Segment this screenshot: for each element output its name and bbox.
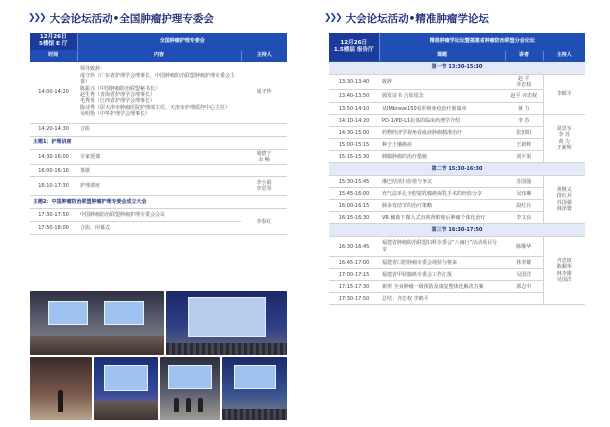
agenda-row [30,123,287,136]
photo-presentation [94,357,158,420]
agenda-speaker: 黄 力 [505,103,543,115]
agenda-content: 领导致辞： 成守珍（广东省护理学会理事长，中国肿瘤防治联盟肿瘤护理专委会主委） 陈振兴（中国肿瘤防治联盟秘书长） 赵生秀（青海省护理学会理事长） 毛秀英（江西省护理学会理事长） 陈诗秀（原天津市肿瘤医院护理部主任，天津市护理质控中心主任） 吴明艳（中华护理学会理事长） [77,61,241,123]
agenda-speaker: 赵平 齐忠权 [505,90,543,103]
agenda-time: 14:30-15:00 [329,127,379,139]
agenda-time: 13:40-13:50 [329,90,379,103]
agenda-time: 16:10-17:30 [30,177,77,196]
agenda-topic: 胰腺肿瘤的治疗措施 [379,151,505,163]
agenda-row [30,165,287,177]
speaker-figure [58,390,63,412]
agenda-speaker: 李 苏 [505,115,543,127]
photo-audience [222,357,287,420]
agenda-time: 14:20-14:30 [30,123,77,136]
right-date [329,33,379,61]
agenda-time: 16:00-16:10 [30,165,77,177]
photo-collage [30,291,287,420]
agenda-topic: VR 辅助下微入式直视肾脏癌后肿瘤个体化治疗 [379,212,505,224]
agenda-host: 李春红 [241,209,287,235]
agenda-time: 15:30-15:45 [329,176,379,188]
left-col-host: 主持人 [241,50,287,61]
agenda-subheading: 主题2：中国肿瘤防治联盟肿瘤护理专委会成立大会 [30,196,287,209]
left-date-line2: 5楼馆 E 厅 [39,41,68,48]
agenda-time: 17:30-17:50 [329,293,379,305]
audience-crowd [166,343,287,355]
left-date-line1: 12月26日 [39,34,67,41]
session-band-label: 第二节 15:30-16:30 [329,163,585,176]
stage-floor [94,401,158,420]
session-band [329,163,585,176]
agenda-time: 17:15-17:30 [329,281,379,293]
chevrons-icon: ❯❯❯ [28,13,45,23]
panelist-figure [198,398,203,412]
session-band [329,224,585,237]
agenda-time: 17:50-18:00 [30,222,77,235]
agenda-time: 13:30-13:40 [329,74,379,90]
agenda-topic: 福建省肿瘤防治联盟妇科专委会“八闽行”活动项目分享 [379,237,505,257]
agenda-host: 齐忠权 陈顺华 林李雄 吴国洋 [543,237,585,305]
agenda-row [329,237,585,257]
photo-panel [160,357,220,420]
agenda-topic: 新形 全身肿瘤一级预防及康复整体化解决方案 [379,281,505,293]
agenda-subheading: 主题1：护理讲座 [30,136,287,149]
agenda-host: 李小娟 李思琴 [241,177,287,196]
chevrons-icon: ❯❯❯ [324,13,341,23]
panelist-figure [186,398,191,412]
photo-speaker [30,357,92,420]
agenda-topic: 福建省口腔肿瘤专委会现状与将来 [379,257,505,269]
agenda-host [241,165,287,177]
agenda-speaker: 赵 平 齐忠权 [505,74,543,90]
agenda-topic: 肺多发结节的治疗策略 [379,200,505,212]
agenda-speaker [505,293,543,305]
agenda-row [329,74,585,90]
agenda-speaker: 吴国洋 [505,269,543,281]
agenda-row [329,115,585,127]
agenda-row [30,209,287,222]
agenda-speaker: 王新辉 [505,139,543,151]
right-col-topic: 课题 [379,50,505,61]
agenda-host: 成守珍 [241,61,287,123]
agenda-time: 15:45-16:00 [329,188,379,200]
agenda-topic: 从IMbrave150看肝癌免疫治疗新篇章 [379,103,505,115]
left-section-title [28,10,214,26]
agenda-content: 护理讲座 [77,177,241,196]
projection-screen [168,365,212,389]
stage-floor [30,336,164,355]
agenda-content: 专家授课 [77,149,241,165]
left-date [30,33,77,50]
agenda-row [30,149,287,165]
agenda-time: 15:00-15:15 [329,139,379,151]
agenda-speaker: 陈顺华 [505,237,543,257]
audience-crowd [222,409,287,420]
agenda-time: 13:50-14:10 [329,103,379,115]
right-forum-name: 精准肿瘤学论坛暨福建省肿瘤防治联盟分会论坛 [379,33,585,50]
agenda-speaker: 苏国强 [505,176,543,188]
left-forum-name: 全国肿瘤护理专委会 [77,33,287,50]
left-agenda-table [30,33,287,235]
projection-screen [48,301,88,325]
agenda-topic: 种子土壤癌症 [379,139,505,151]
right-title-text: 大会论坛活动•精准肿瘤学论坛 [345,12,489,25]
agenda-speaker: 吴玮琳 [505,188,543,200]
agenda-time: 14:30-16:00 [30,149,77,165]
session-band-label: 第三节 16:30-17:50 [329,224,585,237]
agenda-host: 李鹤平 [543,74,585,115]
agenda-speaker: 郭志中 [505,281,543,293]
agenda-content: 中国肿瘤防治联盟肿瘤护理专委会会议 [77,209,241,222]
left-col-content: 内容 [77,50,241,61]
agenda-row [30,61,287,123]
agenda-topic: 药物经济学视角看血液肿瘤精准治疗 [379,127,505,139]
agenda-speaker: 林李雄 [505,257,543,269]
agenda-time: 16:30-16:45 [329,237,379,257]
left-title-text: 大会论坛活动•全国肿瘤护理专委会 [49,12,214,25]
photo-stage-wide [30,291,164,355]
projection-screen [104,301,144,325]
agenda-host: 黄继义 段红兵 苏国强 林泽寰 [543,176,585,224]
right-col-speaker: 讲者 [505,50,543,61]
agenda-host: 梁碧宁 余 畅 [241,149,287,165]
agenda-row [30,196,287,209]
agenda-time: 16:15-16:30 [329,212,379,224]
right-col-host: 主持人 [543,50,585,61]
left-agenda-body [30,61,287,235]
photo-stage-screen [166,291,287,355]
agenda-host: 夏思军 李 苏 黄 力 王新辉 [543,115,585,163]
agenda-time: 16:45-17:00 [329,257,379,269]
agenda-host [241,123,287,136]
agenda-time: 17:30-17:50 [30,209,77,222]
agenda-topic: PD-1/PD-L1抗体的临床药理学介绍 [379,115,505,127]
agenda-speaker: 李文良 [505,212,543,224]
agenda-content: 合影，闭幕式 [77,222,241,235]
agenda-row [30,136,287,149]
agenda-time: 15:15-15:30 [329,151,379,163]
right-section-title [324,10,489,26]
agenda-topic: 总结：齐忠权 李鹤平 [379,293,505,305]
panelist-figure [174,398,179,412]
agenda-topic: 致辞 [379,74,505,90]
agenda-topic: 充气法单孔全腔镜乳腺癌保乳手术的经验分享 [379,188,505,200]
right-agenda-body [329,61,585,305]
agenda-speaker: 刘平果 [505,151,543,163]
agenda-row [329,176,585,188]
left-col-time: 时间 [30,50,77,61]
agenda-topic: 淋巴结清扫价值与争议 [379,176,505,188]
projection-screen [104,365,148,391]
session-band [329,61,585,74]
agenda-time: 14:10-14:20 [329,115,379,127]
right-date-line2: 1.5楼层 报告厅 [333,46,374,53]
session-band-label: 第一节 13:30-15:30 [329,61,585,74]
agenda-content: 茶歇 [77,165,241,177]
agenda-speaker: 张田阳 [505,127,543,139]
projection-screen [188,297,266,337]
agenda-time: 16:00-16:15 [329,200,379,212]
agenda-topic: 福建省甲状腺癌专委会工作汇报 [379,269,505,281]
agenda-time: 14:00-14:20 [30,61,77,123]
right-date-line1: 12月26日 [340,39,368,46]
agenda-row [30,177,287,196]
agenda-topic: 颁发证书 合影留念 [379,90,505,103]
agenda-time: 17:00-17:15 [329,269,379,281]
agenda-content: 合影 [77,123,241,136]
right-agenda-table [329,33,585,305]
agenda-speaker: 段红兵 [505,200,543,212]
projection-screen [234,365,276,389]
